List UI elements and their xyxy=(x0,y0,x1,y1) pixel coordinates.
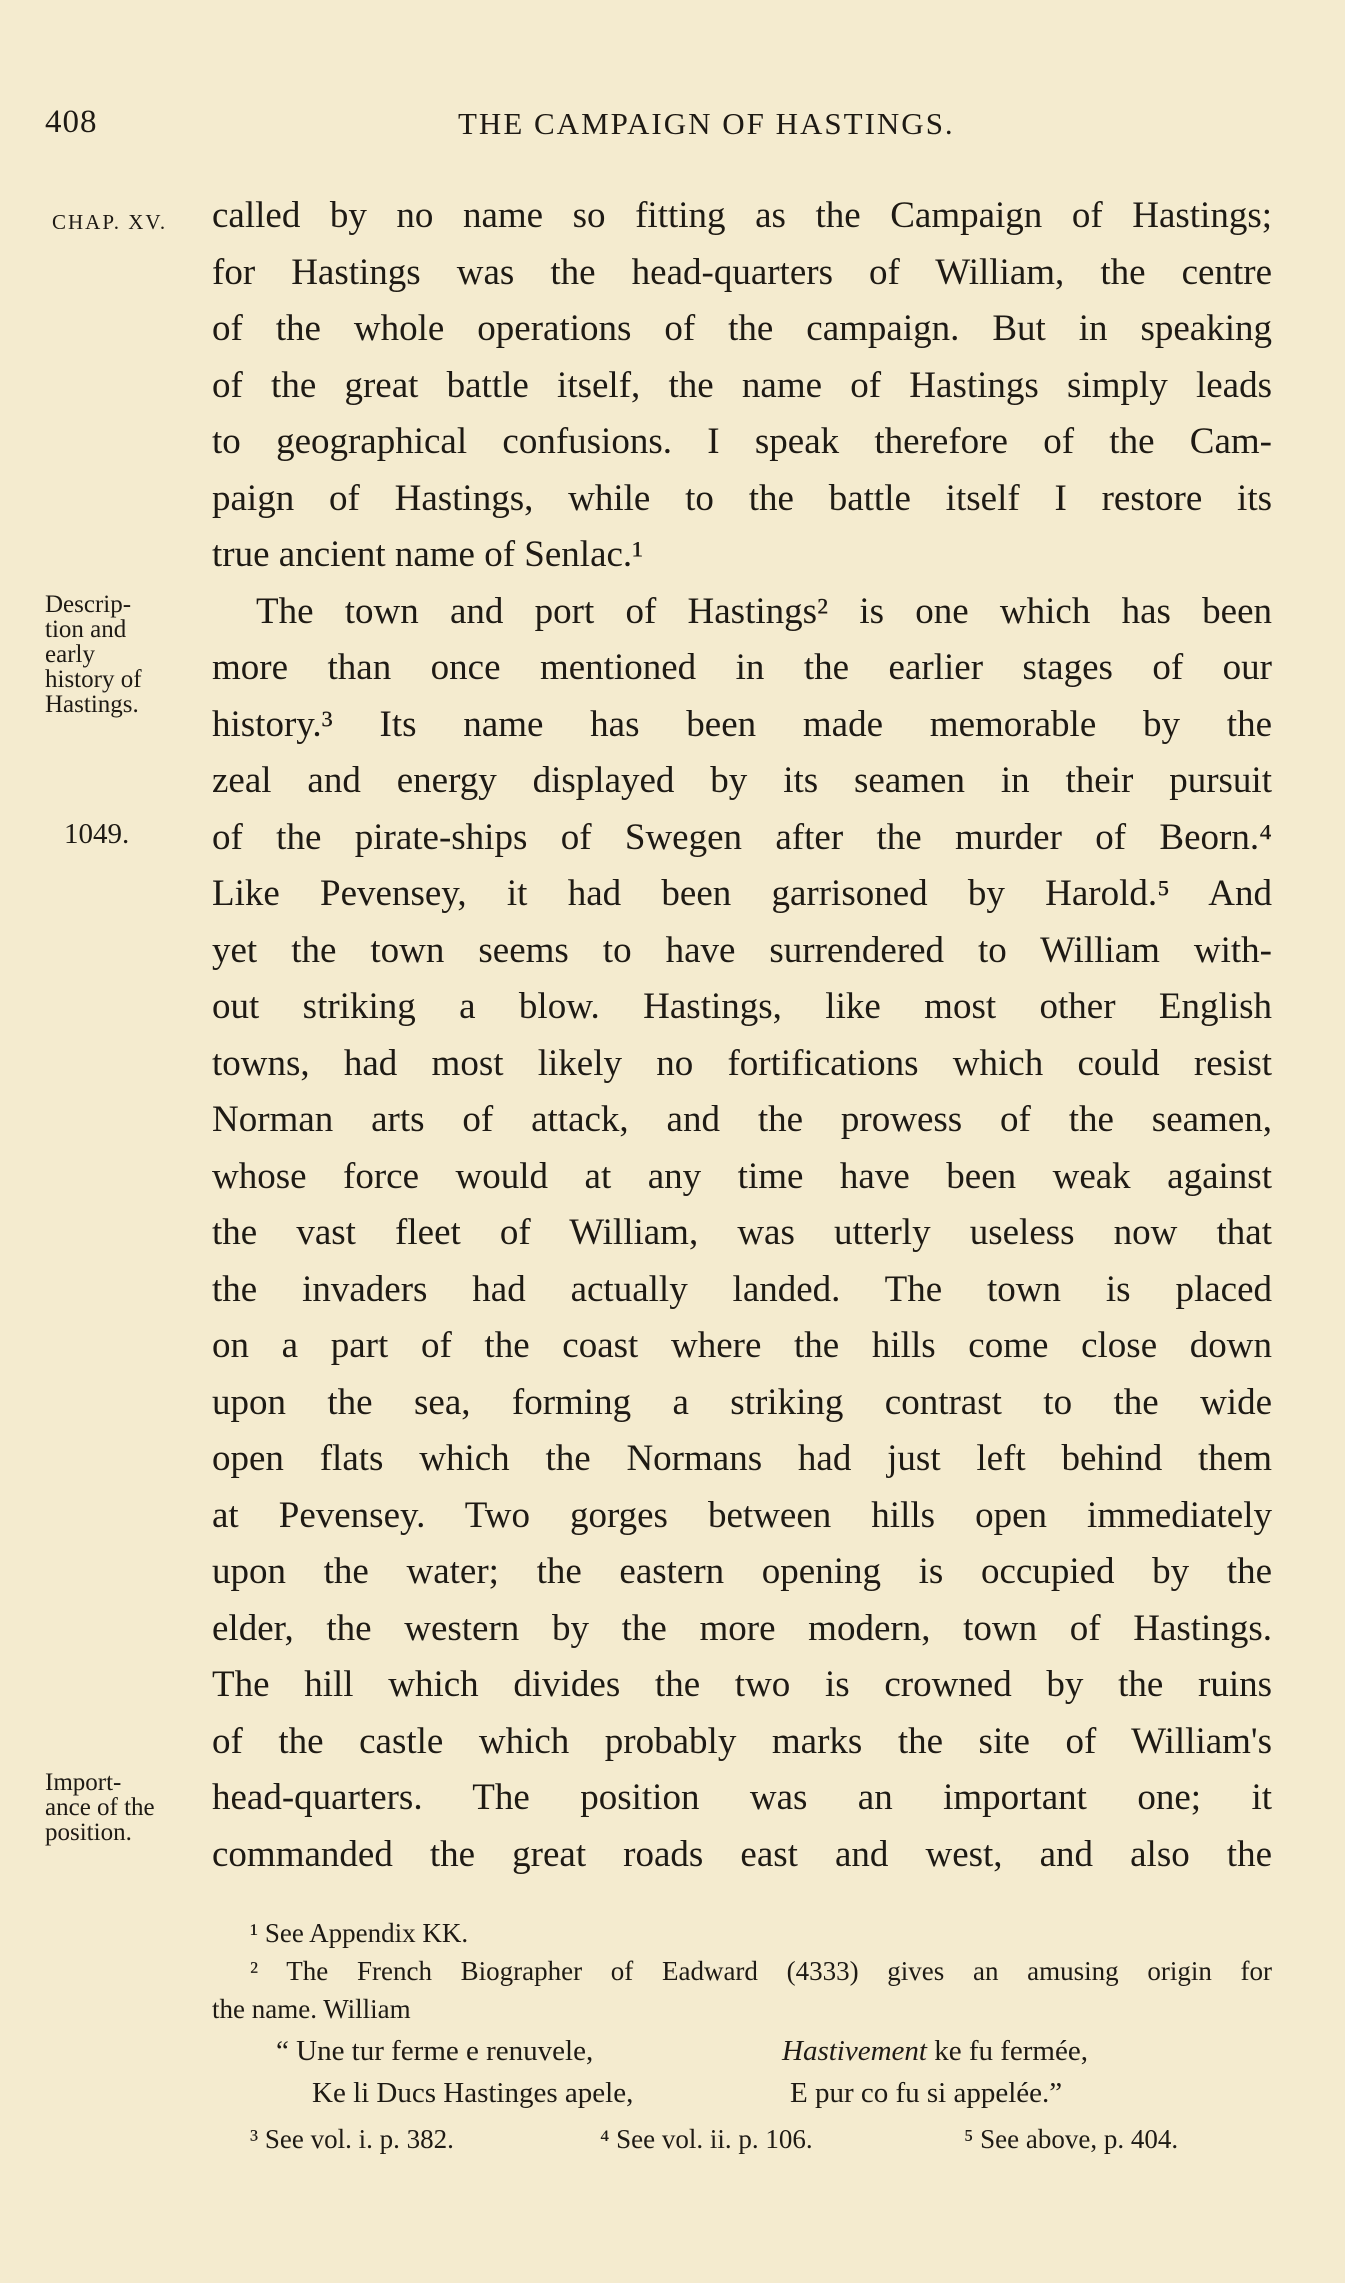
footnote-2: ² The French Biographer of Eadward (4333) gives an amusing origin for xyxy=(250,1956,1272,1986)
body-line: whose force would at any time have been weak against xyxy=(212,1155,1272,1197)
body-line: of the whole operations of the campaign. But in speaking xyxy=(212,308,1272,349)
margin-note-line: Import- xyxy=(45,1769,122,1796)
body-line: The hill which divides the two is crowned by the ruins xyxy=(212,1664,1272,1705)
margin-note-description xyxy=(45,592,142,717)
body-line: true ancient name of Senlac.¹ xyxy=(212,534,644,575)
body-line: for Hastings was the head-quarters of William, the centre xyxy=(212,251,1272,293)
margin-note-year: 1049. xyxy=(64,818,130,850)
body-text xyxy=(212,188,1272,1883)
footnote-2-continuation: the name. William xyxy=(212,1994,411,2024)
margin-note-importance xyxy=(45,1770,155,1845)
verse-2-left: Ke li Ducs Hastinges apele, xyxy=(312,2077,634,2109)
body-line: to geographical confusions. I speak therefore of the Cam- xyxy=(212,421,1272,462)
body-line: yet the town seems to have surrendered to William with- xyxy=(212,929,1272,971)
body-line: more than once mentioned in the earlier stages of our xyxy=(212,647,1272,688)
body-line: the invaders had actually landed. The town is placed xyxy=(212,1268,1272,1310)
body-line: of the great battle itself, the name of Hastings simply leads xyxy=(212,364,1272,406)
verse-line-1 xyxy=(212,2032,1272,2074)
verse-1-left: “ Une tur ferme e renuvele, xyxy=(276,2035,594,2067)
body-line: commanded the great roads east and west, and also the xyxy=(212,1833,1272,1875)
verse-2-right: E pur co fu si appelée.” xyxy=(790,2077,1063,2109)
verse-1-right xyxy=(782,2032,1088,2070)
verse-1-right-rest: ke fu fermée, xyxy=(926,2035,1088,2067)
footnote-references xyxy=(212,2120,1272,2164)
body-line: on a part of the coast where the hills come close down xyxy=(212,1325,1272,1366)
page-number: 408 xyxy=(45,104,98,140)
margin-note-line: early xyxy=(45,641,95,668)
margin-note-line: Hastings. xyxy=(45,691,139,718)
running-title: THE CAMPAIGN OF HASTINGS. xyxy=(458,106,955,141)
body-line: Like Pevensey, it had been garrisoned by Harold.⁵ And xyxy=(212,873,1272,914)
body-line: of the castle which probably marks the site of William's xyxy=(212,1720,1272,1762)
margin-note-line: position. xyxy=(45,1819,132,1846)
footnote-4: ⁴ See vol. ii. p. 106. xyxy=(600,2124,813,2154)
body-line: paign of Hastings, while to the battle itself I restore its xyxy=(212,477,1272,519)
body-line: the vast fleet of William, was utterly useless now that xyxy=(212,1212,1272,1253)
footnotes xyxy=(212,1914,1272,2164)
body-line: at Pevensey. Two gorges between hills open immediately xyxy=(212,1494,1272,1536)
running-head xyxy=(0,104,1345,144)
footnote-5: ⁵ See above, p. 404. xyxy=(964,2124,1179,2154)
body-line: of the pirate-ships of Swegen after the murder of Beorn.⁴ xyxy=(212,816,1272,858)
margin-note-line: Descrip- xyxy=(45,591,132,618)
body-line: Norman arts of attack, and the prowess of the seamen, xyxy=(212,1099,1272,1140)
footnote-1: ¹ See Appendix KK. xyxy=(250,1918,469,1948)
body-line: zeal and energy displayed by its seamen in their pursuit xyxy=(212,760,1272,801)
body-line: called by no name so fitting as the Campaign of Hastings; xyxy=(212,195,1272,236)
body-line: The town and port of Hastings² is one which has been xyxy=(256,590,1272,632)
margin-note-line: tion and xyxy=(45,616,127,643)
body-line: upon the sea, forming a striking contrast to the wide xyxy=(212,1381,1272,1423)
body-line: elder, the western by the more modern, town of Hastings. xyxy=(212,1607,1272,1649)
body-line: head-quarters. The position was an important one; it xyxy=(212,1777,1272,1818)
footnote-3: ³ See vol. i. p. 382. xyxy=(250,2124,454,2154)
body-line: history.³ Its name has been made memorable by the xyxy=(212,703,1272,745)
body-line: towns, had most likely no fortifications which could resist xyxy=(212,1042,1272,1084)
verse-1-italic-word: Hastivement xyxy=(782,2035,927,2067)
body-line: out striking a blow. Hastings, like most other English xyxy=(212,986,1272,1027)
verse-line-2 xyxy=(212,2074,1272,2116)
margin-note-line: ance of the xyxy=(45,1794,155,1821)
chapter-label: CHAP. XV. xyxy=(52,210,168,234)
margin-note-line: history of xyxy=(45,666,142,693)
body-line: upon the water; the eastern opening is occupied by the xyxy=(212,1551,1272,1592)
body-line: open flats which the Normans had just left behind them xyxy=(212,1438,1272,1479)
